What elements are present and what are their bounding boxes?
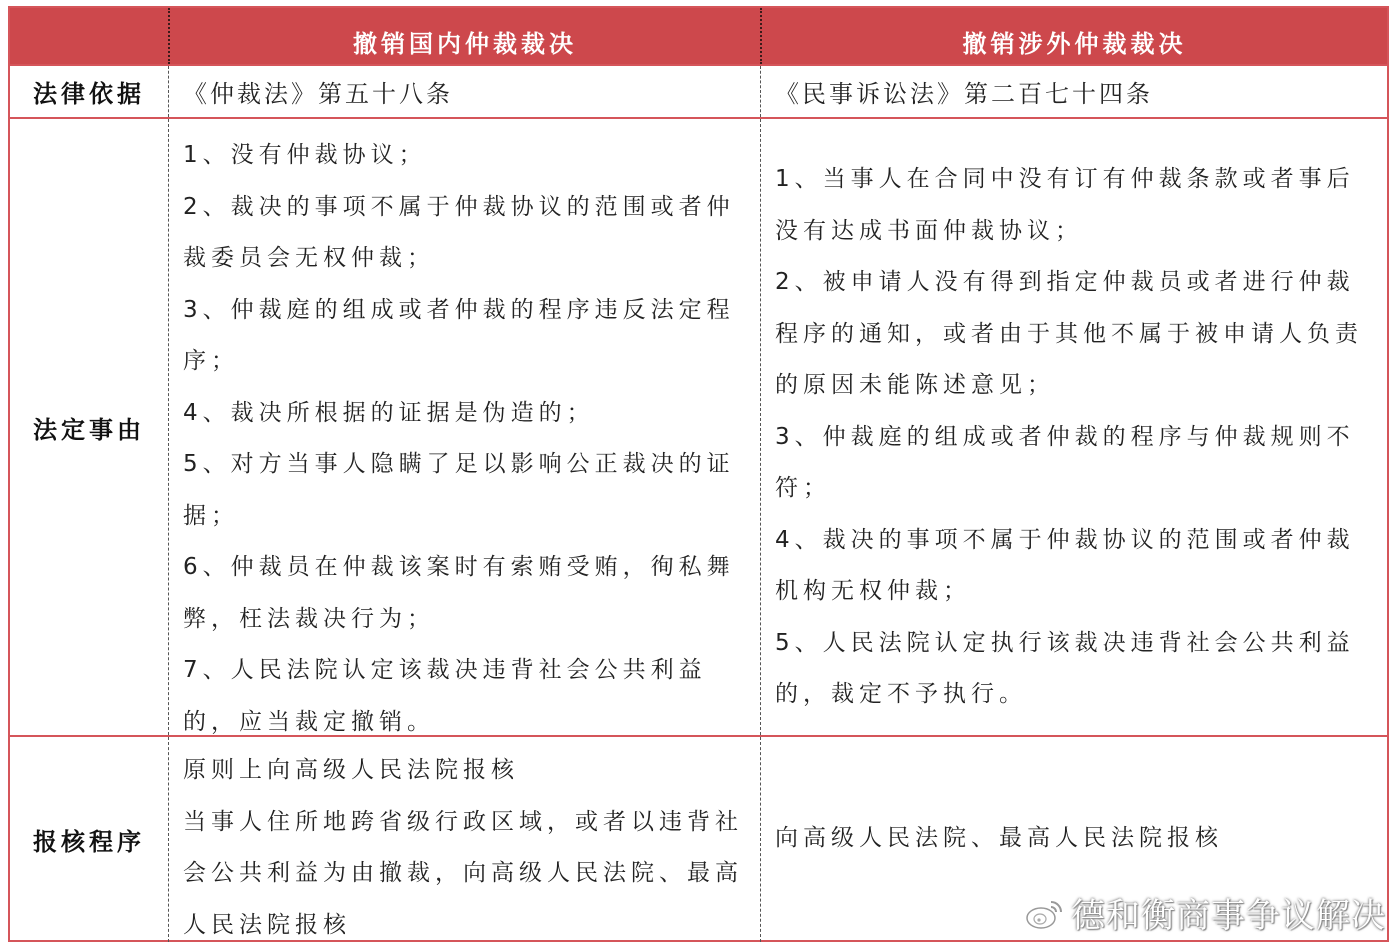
list-item: 原则上向高级人民法院报核 [183, 745, 748, 797]
list-item: 4、裁决所根据的证据是伪造的； [183, 388, 748, 440]
watermark-text: 德和衡商事争议解决 [1071, 888, 1386, 937]
weibo-icon [1025, 896, 1065, 930]
list-item: 3、仲裁庭的组成或者仲裁的程序违反法定程序； [183, 285, 748, 388]
list-item: 4、裁决的事项不属于仲裁协议的范围或者仲裁机构无权仲裁； [775, 515, 1375, 618]
comparison-table [8, 6, 1389, 942]
legal-basis-foreign: 《民事诉讼法》第二百七十四条 [760, 66, 1387, 117]
list-item: 3、仲裁庭的组成或者仲裁的程序与仲裁规则不符； [775, 412, 1375, 515]
statutory-grounds-label-cell [10, 119, 168, 735]
header-foreign-title: 撤销涉外仲裁裁决 [963, 14, 1187, 59]
statutory-grounds-label: 法定事由 [33, 410, 145, 445]
legal-basis-label: 法律依据 [33, 74, 145, 109]
list-item: 5、人民法院认定执行该裁决违背社会公共利益的，裁定不予执行。 [775, 618, 1375, 721]
header-foreign-cell [760, 8, 1387, 64]
legal-basis-label-cell [10, 66, 168, 117]
watermark [1025, 888, 1386, 937]
list-item: 5、对方当事人隐瞒了足以影响公正裁决的证据； [183, 439, 748, 542]
statutory-grounds-domestic [168, 119, 760, 735]
list-item: 6、仲裁员在仲裁该案时有索贿受贿，徇私舞弊，枉法裁决行为； [183, 542, 748, 645]
review-procedure-label-cell [10, 737, 168, 942]
list-item: 2、裁决的事项不属于仲裁协议的范围或者仲裁委员会无权仲裁； [183, 182, 748, 285]
header-domestic-title: 撤销国内仲裁裁决 [353, 14, 577, 59]
header-domestic-cell [168, 8, 760, 64]
legal-basis-domestic: 《仲裁法》第五十八条 [168, 66, 760, 117]
header-empty-cell [10, 8, 168, 64]
legal-basis-row [10, 64, 1387, 117]
review-procedure-domestic [168, 737, 760, 942]
review-procedure-label: 报核程序 [33, 822, 145, 857]
statutory-grounds-foreign [760, 119, 1387, 735]
table-header-row [10, 8, 1387, 64]
list-item: 1、当事人在合同中没有订有仲裁条款或者事后没有达成书面仲裁协议； [775, 154, 1375, 257]
list-item: 2、被申请人没有得到指定仲裁员或者进行仲裁程序的通知，或者由于其他不属于被申请人负责的原因未能陈述意见； [775, 257, 1375, 412]
list-item: 1、没有仲裁协议； [183, 130, 748, 182]
statutory-grounds-row [10, 117, 1387, 735]
list-item: 7、人民法院认定该裁决违背社会公共利益的，应当裁定撤销。 [183, 645, 748, 748]
list-item: 当事人住所地跨省级行政区域，或者以违背社会公共利益为由撤裁，向高级人民法院、最高人民法院报核 [183, 797, 748, 951]
review-procedure-foreign-text: 向高级人民法院、最高人民法院报核 [775, 819, 1223, 852]
